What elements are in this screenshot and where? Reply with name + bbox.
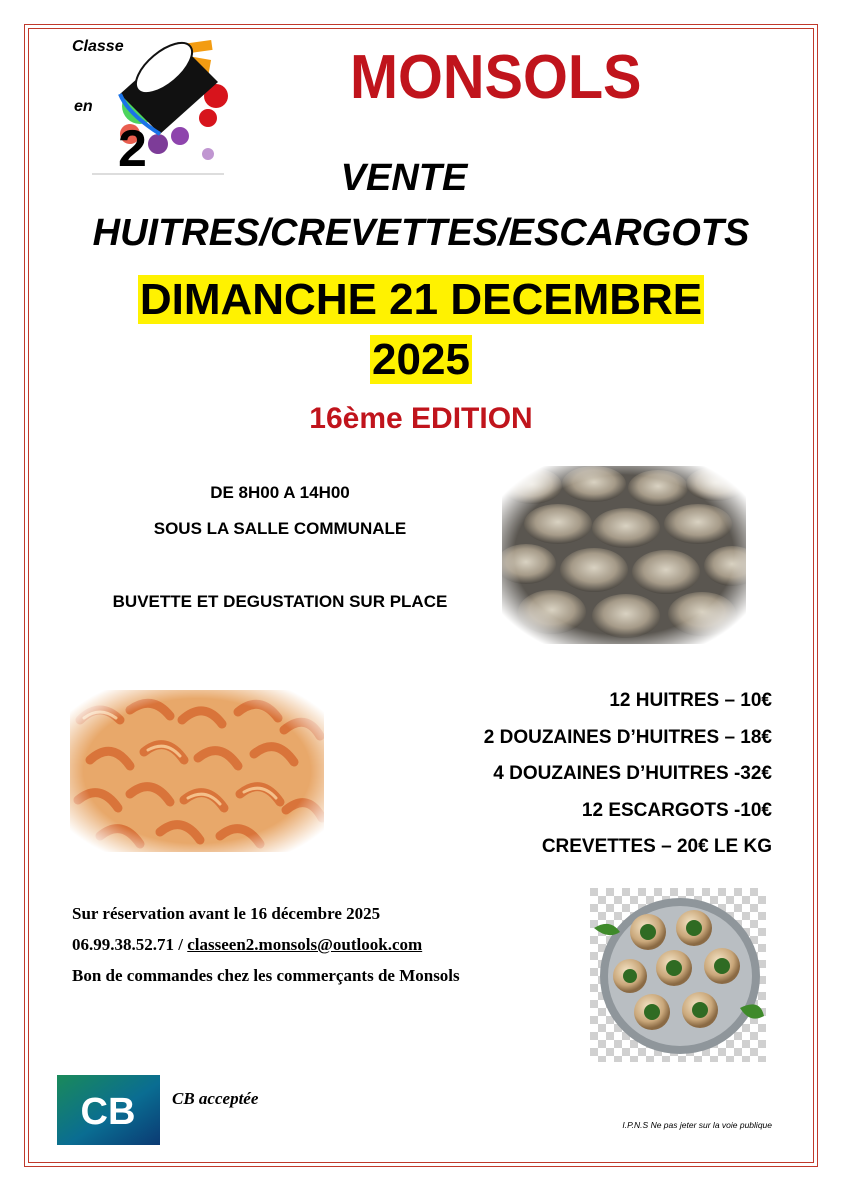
venue: SOUS LA SALLE COMMUNALE <box>153 519 407 538</box>
event-date: DIMANCHE 21 DECEMBRE <box>139 275 703 324</box>
reservation-info <box>72 898 460 991</box>
reservation-deadline: Sur réservation avant le 16 décembre 2025 <box>72 904 381 923</box>
logo-text-classe: Classe <box>72 38 124 55</box>
event-year: 2025 <box>372 335 470 384</box>
price-item-12-huitres: 12 HUITRES – 10€ <box>609 690 772 711</box>
price-list <box>484 683 772 866</box>
price-item-2-douzaines: 2 DOUZAINES D’HUITRES – 18€ <box>483 726 772 748</box>
event-year-line <box>0 332 842 388</box>
edition-label: 16ème EDITION <box>309 402 533 435</box>
oysters-photo <box>502 466 746 644</box>
refreshments-note: BUVETTE ET DEGUSTATION SUR PLACE <box>112 592 448 611</box>
title-vente: VENTE <box>340 157 468 199</box>
contact-line <box>72 929 460 960</box>
logo-number: 2 <box>118 120 147 176</box>
town-name: MONSOLS <box>350 43 642 112</box>
price-item-4-douzaines: 4 DOUZAINES D’HUITRES -32€ <box>493 763 772 784</box>
opening-hours: DE 8H00 A 14H00 <box>210 483 350 502</box>
classe-en-2-logo <box>68 34 228 176</box>
ipns-footnote: I.P.N.S Ne pas jeter sur la voie publique <box>622 1120 772 1130</box>
price-item-escargots: 12 ESCARGOTS -10€ <box>581 799 772 821</box>
order-form-note: Bon de commandes chez les commerçants de Monsols <box>72 966 460 985</box>
logo-text-en: en <box>74 98 93 115</box>
shrimps-photo <box>70 690 324 852</box>
event-date-line <box>0 272 842 328</box>
cb-logo-letters: CB <box>80 1091 136 1133</box>
cb-card-logo <box>57 1075 160 1145</box>
contact-email-link[interactable]: classeen2.monsols@outlook.com <box>187 935 423 954</box>
price-item-crevettes: CREVETTES – 20€ LE KG <box>541 836 772 857</box>
contact-phone: 06.99.38.52.71 / <box>72 935 188 954</box>
escargots-photo <box>590 888 766 1062</box>
card-accepted-label: CB acceptée <box>172 1089 259 1108</box>
title-products: HUITRES/CREVETTES/ESCARGOTS <box>92 212 750 254</box>
